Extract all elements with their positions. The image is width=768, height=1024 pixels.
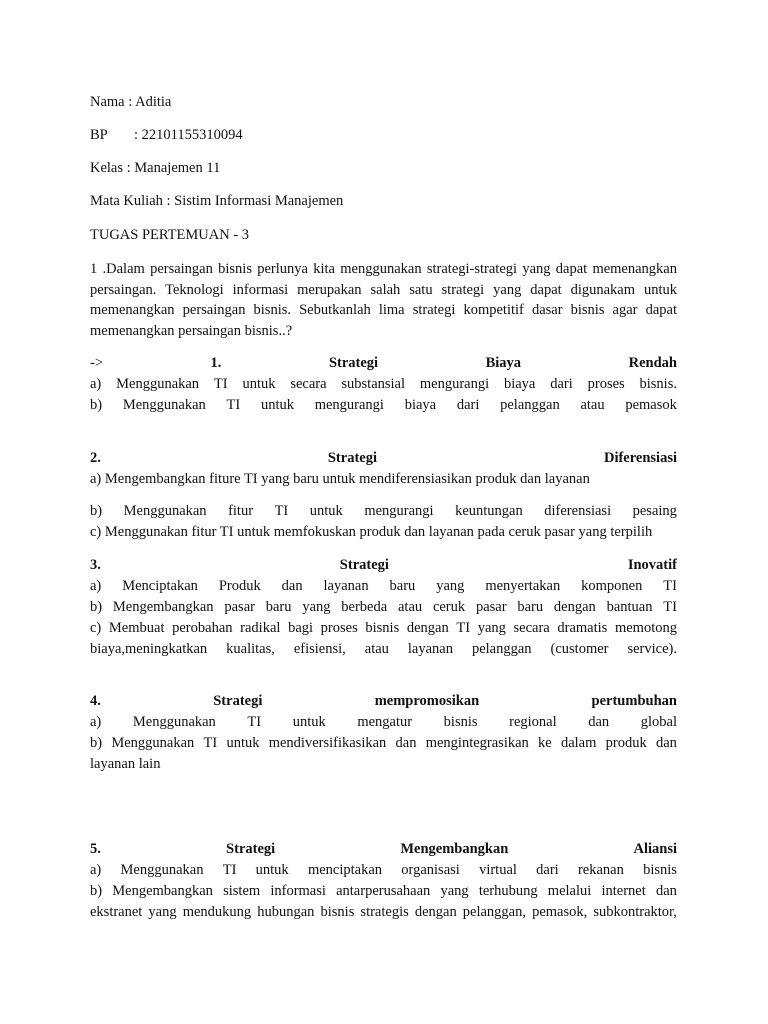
word: ceruk	[432, 599, 466, 615]
word: TI	[222, 862, 237, 878]
word: TI	[226, 397, 241, 413]
word: untuk	[292, 714, 326, 730]
heading-word: Diferensiasi	[603, 450, 677, 466]
word: strategis	[360, 904, 409, 920]
word: pasar	[475, 599, 507, 615]
word: substansial	[341, 376, 406, 392]
word: untuk	[226, 735, 260, 751]
strategy-2-heading	[90, 448, 677, 469]
word: mengurangi	[364, 503, 434, 519]
word: bisnis.	[639, 376, 677, 392]
word: baru	[389, 578, 416, 594]
word: TI	[663, 578, 677, 594]
word: global	[640, 714, 677, 730]
word: (customer	[550, 641, 609, 657]
word: yang	[477, 620, 506, 636]
word: menyertakan	[485, 578, 561, 594]
word: Menggunakan	[132, 714, 216, 730]
strategy-5-item-b-cont	[90, 902, 677, 923]
word: pemasok	[625, 397, 677, 413]
word: dari	[550, 376, 573, 392]
strategy-3-item-c	[90, 618, 677, 639]
heading-word: mempromosikan	[374, 693, 480, 709]
word: yang	[302, 599, 331, 615]
word: ekstranet	[90, 904, 143, 920]
word: a)	[90, 578, 102, 594]
word: b)	[90, 735, 103, 751]
word: hubungan	[257, 904, 315, 920]
word: pemasok,	[532, 904, 588, 920]
word: melalui	[547, 883, 592, 899]
word: yang	[440, 883, 469, 899]
strategy-2-item-a: a) Mengembangkan fiture TI yang baru untuk mendiferensiasikan produk dan layanan	[90, 471, 590, 487]
word: proses	[587, 376, 625, 392]
word: regional	[509, 714, 557, 730]
word: produk	[605, 735, 647, 751]
word: b)	[90, 397, 103, 413]
word: menciptakan	[307, 862, 383, 878]
word: ke	[538, 735, 552, 751]
heading-word: Strategi	[327, 450, 377, 466]
word: Membuat	[108, 620, 165, 636]
word: bisnis	[443, 714, 478, 730]
strategy-5-heading	[90, 839, 677, 860]
word: berbeda	[341, 599, 388, 615]
word: Produk	[218, 578, 261, 594]
word: yang	[436, 578, 465, 594]
heading-word: Rendah	[628, 355, 677, 371]
word: Menciptakan	[122, 578, 198, 594]
heading-word: Biaya	[485, 355, 522, 371]
strategy-number: 4.	[90, 693, 101, 709]
strategy-3-item-a	[90, 576, 677, 597]
word: terhubung	[478, 883, 538, 899]
strategy-2-item-b	[90, 501, 677, 522]
word: dari	[536, 862, 559, 878]
word: sistem	[223, 883, 261, 899]
word: atau	[580, 397, 605, 413]
word: mendiversifikasikan	[268, 735, 387, 751]
bp-label: BP	[90, 127, 108, 143]
word: pasar	[224, 599, 255, 615]
word: pelanggan	[500, 397, 560, 413]
word: TI	[456, 620, 471, 636]
word: dan	[655, 735, 677, 751]
arrow-marker: ->	[90, 355, 104, 371]
word: secara	[290, 376, 327, 392]
word: layanan	[323, 578, 369, 594]
word: baru	[265, 599, 292, 615]
word: pelanggan,	[462, 904, 526, 920]
word: dan	[655, 883, 677, 899]
strategy-1-item-a	[90, 374, 677, 395]
word: TI	[213, 376, 228, 392]
word: informasi	[270, 883, 326, 899]
word: diferensiasi	[544, 503, 612, 519]
word: komponen	[581, 578, 643, 594]
strategy-number: 2.	[90, 450, 101, 466]
student-name: Nama : Aditia	[90, 94, 172, 110]
word: perobahan	[172, 620, 233, 636]
word: dalam	[560, 735, 597, 751]
word: biaya	[503, 376, 536, 392]
word: mendukung	[182, 904, 252, 920]
strategy-4-item-a	[90, 712, 677, 733]
question-text: 1 .Dalam persaingan bisnis perlunya kita menggunakan strategi-strategi yang dapat memenangkan persaingan. Teknologi informasi merupakan salah satu strategi yang dapat digunakam untuk memenangkan persaingan bisnis. Sebutkanlah lima strategi kompetitif dasar bisnis agar dapat memenangkan persaingan bisnis..?	[90, 261, 677, 339]
word: efisiensi,	[293, 641, 346, 657]
word: untuk	[260, 397, 294, 413]
word: baru	[517, 599, 544, 615]
word: mengurangi	[314, 397, 384, 413]
bp-value: : 22101155310094	[134, 127, 243, 143]
strategy-number: 3.	[90, 557, 101, 573]
heading-word: Strategi	[213, 693, 263, 709]
word: atau	[397, 599, 423, 615]
course-name: Mata Kuliah : Sistim Informasi Manajemen	[90, 193, 344, 209]
word: yang	[148, 904, 177, 920]
heading-word: Strategi	[339, 557, 389, 573]
strategy-number: 5.	[90, 841, 101, 857]
word: dari	[456, 397, 480, 413]
word: a)	[90, 376, 102, 392]
strategy-4-heading	[90, 691, 677, 712]
heading-word: Strategi	[226, 841, 276, 857]
word: c)	[90, 620, 102, 636]
word: organisasi	[401, 862, 460, 878]
word: dengan	[406, 620, 449, 636]
strategy-5-item-b	[90, 881, 677, 902]
strategy-2-item-c: c) Menggunakan fitur TI untuk memfokuskan produk dan layanan pada ceruk pasar yang terpilih	[90, 524, 653, 540]
word: Menggunakan	[122, 397, 206, 413]
word: dan	[281, 578, 303, 594]
word: dramatis	[557, 620, 608, 636]
word: bisnis	[365, 620, 400, 636]
strategy-number: 1.	[210, 355, 222, 371]
word: dengan	[414, 904, 457, 920]
heading-word: Mengembangkan	[400, 841, 509, 857]
word: memotong	[614, 620, 677, 636]
word: untuk	[309, 503, 343, 519]
word: keuntungan	[455, 503, 523, 519]
word: Mengembangkan	[112, 883, 213, 899]
word: TI	[663, 599, 677, 615]
strategy-4-item-b-cont: layanan lain	[90, 756, 161, 772]
word: radikal	[240, 620, 281, 636]
word: pesaing	[632, 503, 677, 519]
word: dan	[588, 714, 610, 730]
word: bagi	[288, 620, 314, 636]
strategy-3-heading	[90, 555, 677, 576]
strategy-5-item-a	[90, 860, 677, 881]
word: TI	[203, 735, 218, 751]
word: atau	[364, 641, 389, 657]
word: Menggunakan	[116, 376, 200, 392]
strategy-4-item-b	[90, 733, 677, 754]
word: kualitas,	[226, 641, 275, 657]
word: a)	[90, 714, 102, 730]
strategy-1-heading	[90, 353, 677, 374]
word: bisnis	[320, 904, 355, 920]
word: a)	[90, 862, 102, 878]
heading-word: pertumbuhan	[591, 693, 677, 709]
word: untuk	[242, 376, 276, 392]
word: secara	[513, 620, 550, 636]
word: b)	[90, 503, 103, 519]
word: bantuan	[606, 599, 653, 615]
word: proses	[320, 620, 358, 636]
word: b)	[90, 883, 103, 899]
heading-word: Inovatif	[627, 557, 677, 573]
word: bisnis	[643, 862, 677, 878]
heading-word: Aliansi	[633, 841, 677, 857]
word: rekanan	[577, 862, 624, 878]
word: Menggunakan	[123, 503, 207, 519]
word: dan	[395, 735, 417, 751]
strategy-3-item-c-cont	[90, 639, 677, 660]
word: Mengembangkan	[112, 599, 214, 615]
student-class: Kelas : Manajemen 11	[90, 160, 221, 176]
word: layanan	[407, 641, 453, 657]
word: pelanggan	[471, 641, 532, 657]
word: service).	[627, 641, 677, 657]
word: b)	[90, 599, 103, 615]
word: untuk	[255, 862, 289, 878]
word: mengatur	[357, 714, 413, 730]
student-bp	[90, 125, 677, 146]
word: TI	[247, 714, 262, 730]
word: internet	[601, 883, 646, 899]
word: mengurangi	[419, 376, 490, 392]
word: mengintegrasikan	[425, 735, 529, 751]
assignment-title: TUGAS PERTEMUAN - 3	[90, 227, 250, 243]
word: Menggunakan	[120, 862, 204, 878]
strategy-1-item-b	[90, 395, 677, 416]
word: dengan	[553, 599, 596, 615]
word: antarperusahaan	[336, 883, 431, 899]
strategy-3-item-b	[90, 597, 677, 618]
word: TI	[274, 503, 289, 519]
word: fitur	[228, 503, 254, 519]
word: subkontraktor,	[593, 904, 677, 920]
word: biaya,meningkatkan	[90, 641, 208, 657]
word: Menggunakan	[111, 735, 195, 751]
word: virtual	[479, 862, 517, 878]
heading-word: Strategi	[328, 355, 379, 371]
word: biaya	[404, 397, 437, 413]
